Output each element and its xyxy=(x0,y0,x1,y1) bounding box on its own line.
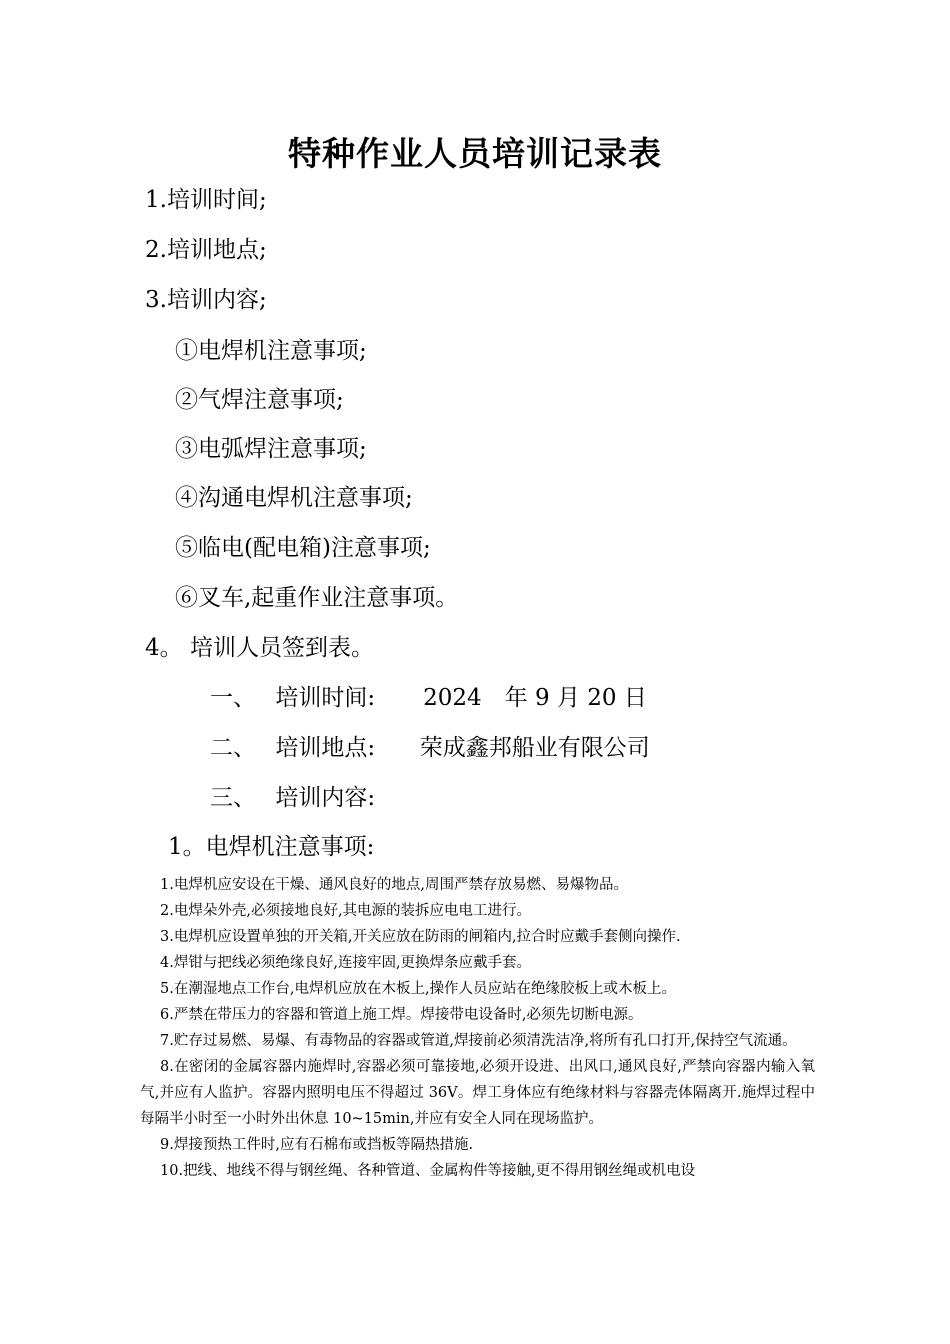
topic-item: ④沟通电焊机注意事项; xyxy=(175,485,413,511)
topic-item: ①电焊机注意事项; xyxy=(175,338,367,364)
list-item: 6.严禁在带压力的容器和管道上施工焊。焊接带电设备时,必须先切断电源。 xyxy=(160,1007,643,1023)
list-item: 5.在潮湿地点工作台,电焊机应放在木板上,操作人员应站在绝缘胶板上或木板上。 xyxy=(160,981,677,997)
list-item: 10.把线、地线不得与钢丝绳、各种管道、金属构件等接触,更不得用钢丝绳或机电设 xyxy=(160,1163,696,1179)
list-item: 9.焊接预热工件时,应有石棉布或挡板等隔热措施. xyxy=(160,1137,474,1153)
page-title: 特种作业人员培训记录表 xyxy=(288,134,662,173)
info-place-label: 培训地点: xyxy=(275,735,376,761)
info-time-row xyxy=(210,683,647,713)
topic-item: ⑤临电(配电箱)注意事项; xyxy=(175,535,431,561)
precaution-list xyxy=(140,872,815,1184)
list-item: 4.焊钳与把线必须绝缘良好,连接牢固,更换焊条应戴手套。 xyxy=(160,955,532,971)
info-time-label: 培训时间: xyxy=(275,685,376,711)
info-content-number: 三、 xyxy=(210,785,256,811)
outline-signin: 4。 培训人员签到表。 xyxy=(145,635,374,661)
section-heading: 1。电焊机注意事项: xyxy=(168,834,375,860)
info-time-number: 一、 xyxy=(210,685,256,711)
outline-time: 1.培训时间; xyxy=(145,187,267,213)
info-place-number: 二、 xyxy=(210,735,256,761)
topic-item: ⑥叉车,起重作业注意事项。 xyxy=(175,585,459,611)
list-item: 2.电焊朵外壳,必须接地良好,其电源的装拆应电电工进行。 xyxy=(160,903,532,919)
list-item: 1.电焊机应安设在干燥、通风良好的地点,周围严禁存放易燃、易爆物品。 xyxy=(160,877,628,893)
list-item: 7.贮存过易燃、易爆、有毒物品的容器或管道,焊接前必须清洗洁净,将所有孔口打开,保持空气流通。 xyxy=(160,1033,797,1049)
info-time-date: 年 9 月 20 日 xyxy=(504,685,647,711)
list-item: 8.在密闭的金属容器内施焊时,容器必须可靠接地,必须开设进、出风口,通风良好,严禁向容器内输入氧气,并应有人监护。容器内照明电压不得超过 36V。焊工身体应有绝缘材料与容器壳体隔离开.施焊过程中每隔半小时至一小时外出休息 10~15min,并应有安全人同在现场监护。 xyxy=(140,1059,815,1127)
info-place-value: 荣成鑫邦船业有限公司 xyxy=(419,735,650,761)
info-content-label: 培训内容: xyxy=(275,785,376,811)
outline-content: 3.培训内容; xyxy=(145,287,267,313)
info-time-year: 2024 xyxy=(423,685,482,711)
list-item: 3.电焊机应设置单独的开关箱,开关应放在防雨的闸箱内,拉合时应戴手套侧向操作. xyxy=(160,929,681,945)
topic-item: ③电弧焊注意事项; xyxy=(175,436,367,462)
info-content-row xyxy=(210,783,375,813)
outline-place: 2.培训地点; xyxy=(145,237,267,263)
topic-item: ②气焊注意事项; xyxy=(175,387,344,413)
info-place-row xyxy=(210,733,650,763)
